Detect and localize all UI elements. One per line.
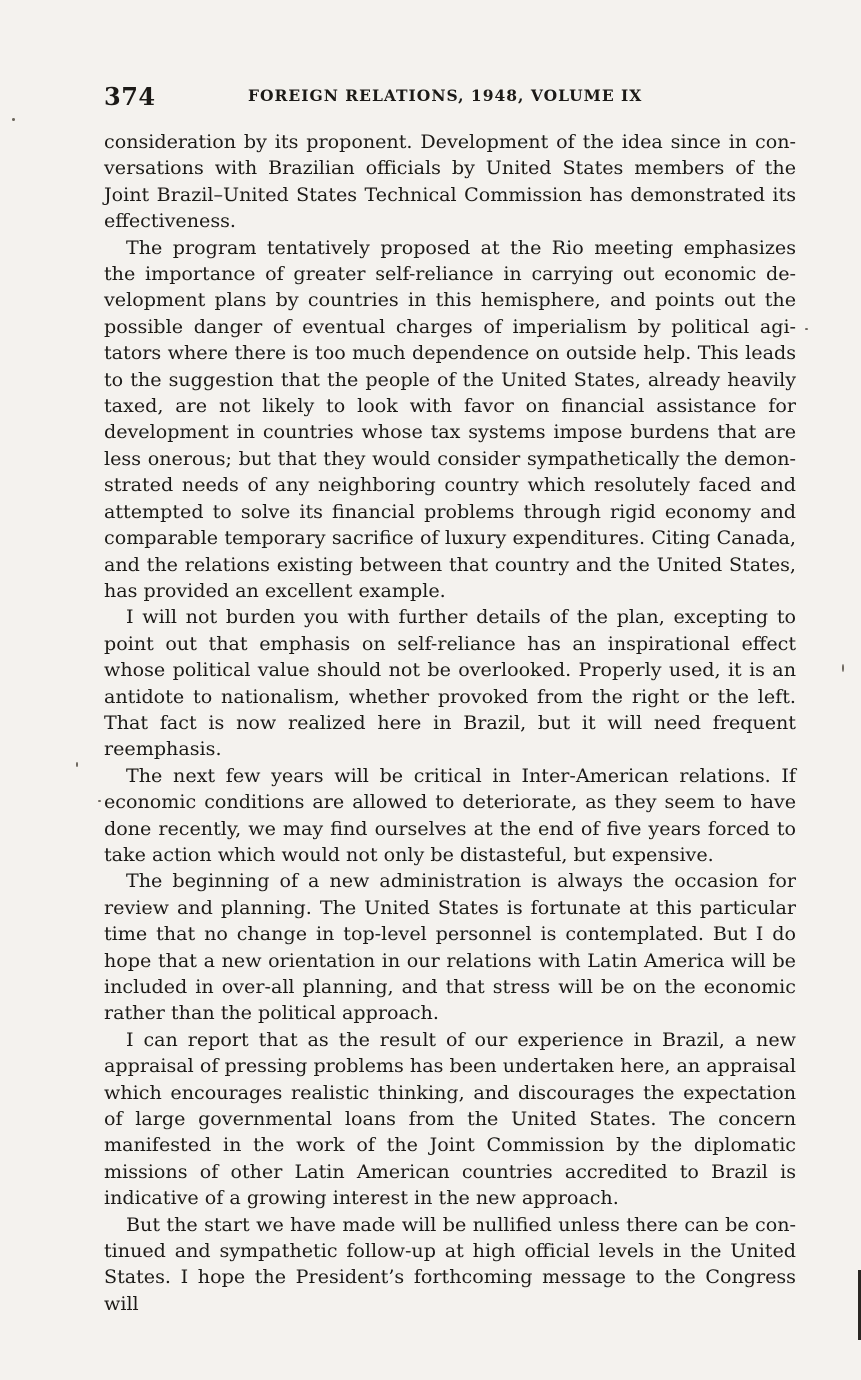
page-number: 374 [104, 82, 156, 111]
paragraph-new-administration: The beginning of a new administration is always the occasion for review and planning. The United States is fortunate at this particular time that no change in top-level personnel is contemplated. But I do hope that a new orientation in our relations with Latin America will be included in over-all planning, and that stress will be on the economic rather than the political approach. [104, 869, 796, 1025]
paragraph-brazil-report: I can report that as the result of our experience in Brazil, a new appraisal of pressing problems has been undertaken here, an appraisal which encourages realistic thinking, and discourages the expectation of large governmental loans from the United States. The concern manifested in the work of the Joint Commission by the diplomatic missions of other Latin American countries accredited to Brazil is indicative of a growing interest in the new approach. [104, 1027, 796, 1210]
body-text [104, 129, 796, 1317]
paragraph-continuation: consideration by its proponent. Development of the idea since in conversations with Brazilian officials by United States members of the Joint Brazil–United States Technical Commission has demonstrated its effectiveness. [104, 130, 796, 233]
paragraph-self-reliance: I will not burden you with further details of the plan, excepting to point out that emphasis on self-reliance has an inspirational effect whose political value should not be overlooked. Properly used, it is an antidote to nationalism, whether provoked from the right or the left. That fact is now realized here in Brazil, but it will need frequent reemphasis. [104, 605, 796, 761]
running-head [104, 82, 796, 116]
scan-speck [805, 328, 808, 330]
paragraph-rio-program: The program tentatively proposed at the Rio meeting emphasizes the importance of greater self-reliance in carrying out economic development plans by countries in this hemisphere, and points out the possible danger of eventual charges of imperialism by political agitators where there is too much dependence on outside help. This leads to the suggestion that the people of the United States, already heavily taxed, are not likely to look with favor on financial assistance for development in countries whose tax systems impose burdens that are less onerous; but that they would consider sympathetically the demonstrated needs of any neighboring country which resolutely faced and attempted to solve its financial problems through rigid economy and comparable temporary sacrifice of luxury expenditures. Citing Canada, and the relations existing between that country and the United States, has provided an excellent example. [104, 235, 796, 602]
scan-speck [842, 664, 844, 672]
scan-speck [98, 800, 101, 802]
scan-speck [76, 762, 78, 767]
scan-speck [12, 118, 15, 121]
paragraph-follow-up: But the start we have made will be nullified unless there can be continued and sympathetic follow-up at high official levels in the United States. I hope the President’s forthcoming message to the Congress will [104, 1212, 796, 1315]
running-title: FOREIGN RELATIONS, 1948, VOLUME IX [248, 86, 643, 105]
document-page [104, 82, 796, 1317]
paragraph-critical-years: The next few years will be critical in Inter-American relations. If economic conditions are allowed to deteriorate, as they seem to have done recently, we may find ourselves at the end of five years forced to take action which would not only be distasteful, but expensive. [104, 763, 796, 866]
